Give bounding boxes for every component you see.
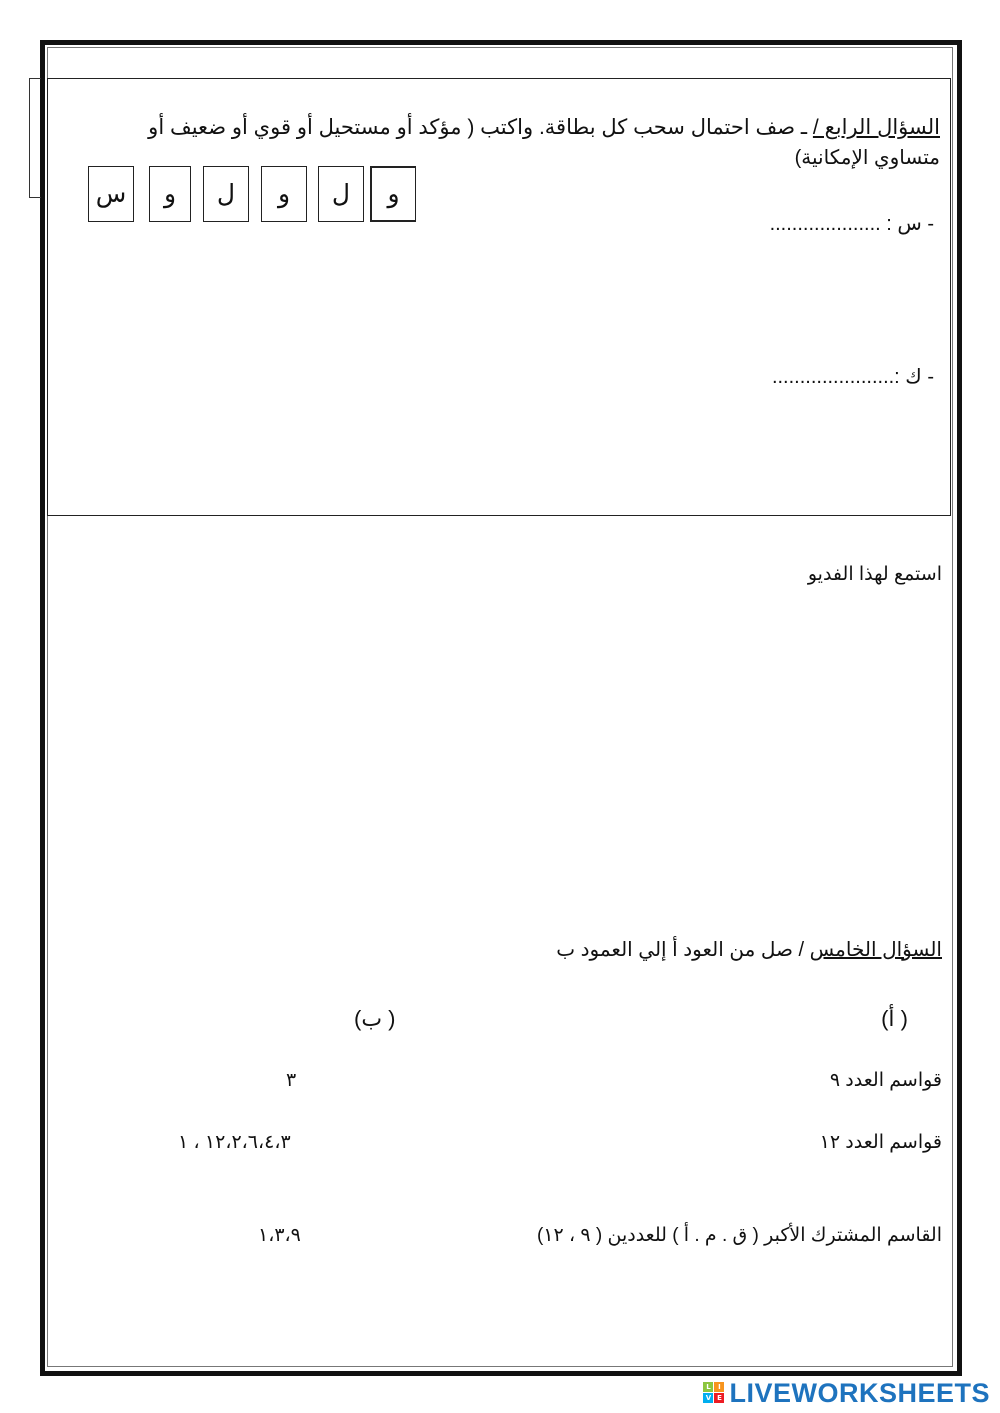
question4-instruction: ـ صف احتمال سحب كل بطاقة. واكتب ( مؤكد أو مستحيل أو قوي أو ضعيف أو — [148, 116, 813, 139]
letter-card: و — [149, 166, 191, 222]
letter-card: و — [370, 166, 416, 222]
liveworksheets-brand — [703, 1377, 990, 1409]
match-item-b[interactable]: ١،٣،٩ — [258, 1225, 301, 1246]
letter-card: ل — [203, 166, 249, 222]
question4-instruction-continued: متساوي الإمكانية) — [794, 147, 940, 169]
answer-line-s[interactable]: - س : .................... — [769, 213, 934, 235]
video-label: استمع لهذا الفديو — [807, 564, 942, 585]
letter-card: ل — [318, 166, 364, 222]
match-item-b[interactable]: ١٢،٢،٦،٤،٣ ، ١ — [178, 1132, 291, 1153]
question4-heading — [60, 113, 940, 143]
side-margin-tab — [29, 78, 41, 198]
match-item-b[interactable]: ٣ — [286, 1070, 297, 1091]
letter-card: و — [261, 166, 307, 222]
match-item-a[interactable]: القاسم المشترك الأكبر ( ق . م . أ ) للعددين ( ٩ ، ١٢) — [536, 1225, 942, 1246]
question4-box — [47, 78, 951, 516]
question4-label: السؤال الرابع / — [812, 116, 940, 139]
liveworksheets-logo-icon: L I V E — [703, 1382, 725, 1404]
match-item-a[interactable]: قواسم العدد ١٢ — [819, 1132, 942, 1153]
question5-heading — [556, 936, 942, 964]
column-b-header: ( ب) — [354, 1006, 396, 1031]
match-item-a[interactable]: قواسم العدد ٩ — [829, 1070, 942, 1091]
answer-line-k[interactable]: - ك :...................... — [771, 366, 934, 388]
brand-name: LIVEWORKSHEETS — [729, 1377, 990, 1408]
letter-card: س — [88, 166, 134, 222]
question5-label: السؤال الخامس — [809, 939, 942, 961]
column-a-header: ( أ) — [881, 1006, 908, 1031]
question5-instruction: / صل من العود أ إلي العمود ب — [556, 939, 810, 961]
